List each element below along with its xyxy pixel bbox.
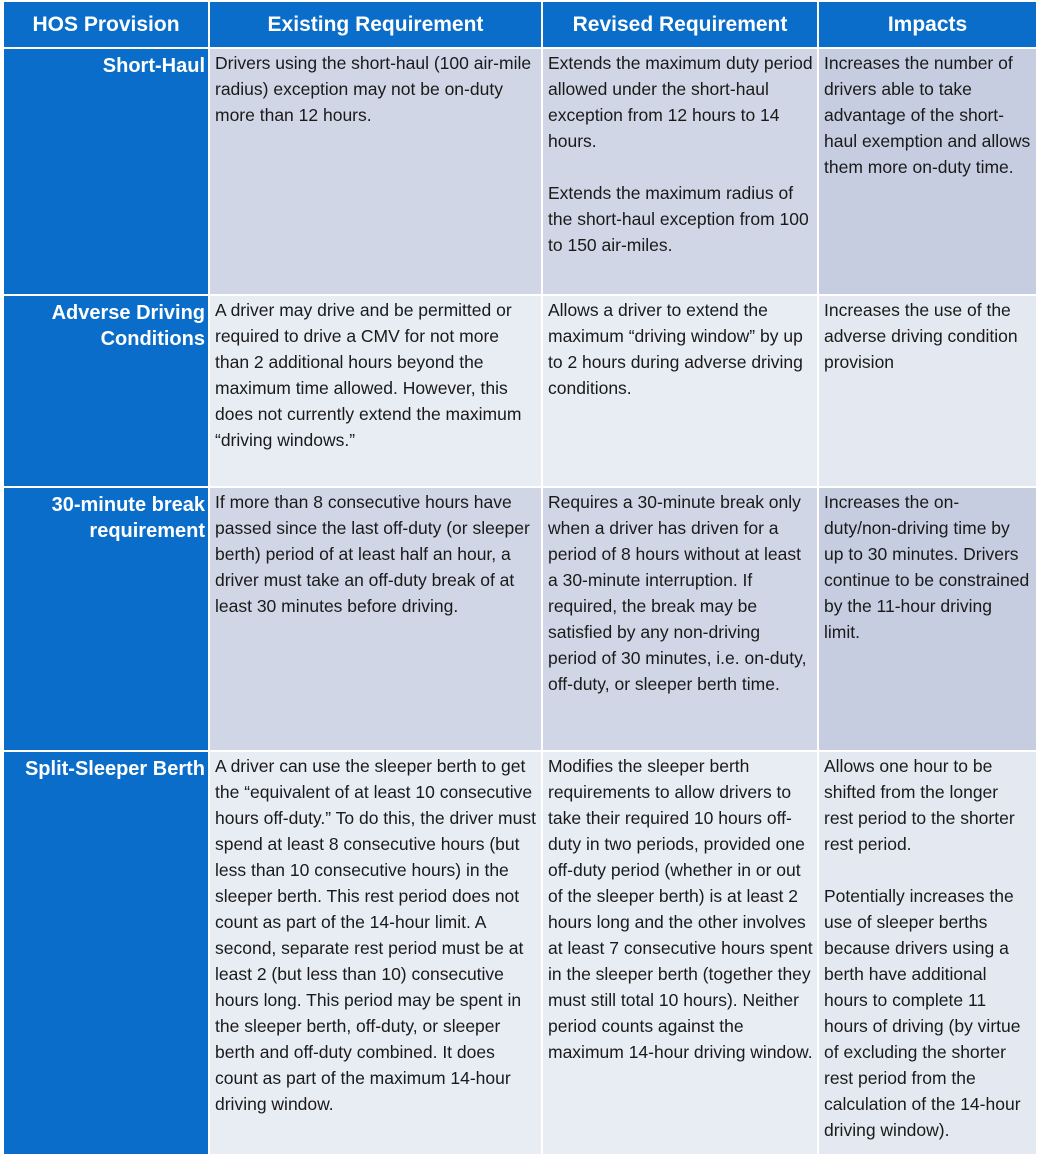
cell-text: Increases the use of the adverse driving condition provision xyxy=(824,300,1018,372)
revised-cell xyxy=(542,487,818,751)
cell-text: Requires a 30-minute break only when a driver has driven for a period of 8 hours without at least a 30-minute interruption. If required, the break may be satisfied by any non-driving period of 30 minutes, i.e. on-duty, off-duty, or sleeper berth time. xyxy=(548,492,807,694)
cell-text: Drivers using the short-haul (100 air-mile radius) exception may not be on-duty more than 12 hours. xyxy=(215,53,532,125)
provision-cell: Short-Haul xyxy=(3,48,209,295)
existing-cell xyxy=(209,295,542,487)
header-impacts: Impacts xyxy=(818,1,1037,48)
cell-text: Allows one hour to be shifted from the longer rest period to the shorter rest period. xyxy=(824,756,1015,854)
impacts-cell xyxy=(818,487,1037,751)
impacts-cell xyxy=(818,751,1037,1155)
provision-cell: Adverse Driving Conditions xyxy=(3,295,209,487)
impacts-cell xyxy=(818,48,1037,295)
existing-cell xyxy=(209,751,542,1155)
hos-provisions-table xyxy=(2,0,1038,1156)
cell-text: Allows a driver to extend the maximum “driving window” by up to 2 hours during adverse driving conditions. xyxy=(548,300,803,398)
provision-cell: Split-Sleeper Berth xyxy=(3,751,209,1155)
impacts-cell xyxy=(818,295,1037,487)
existing-cell xyxy=(209,487,542,751)
cell-text: Modifies the sleeper berth requirements to allow drivers to take their required 10 hours off-duty in two periods, provided one off-duty period (whether in or out of the sleeper berth) is at least 2 hours long and the other involves at least 7 consecutive hours spent in the sleeper berth (together they must still total 10 hours). Neither period counts against the maximum 14-hour driving window. xyxy=(548,756,813,1062)
cell-text: A driver can use the sleeper berth to get the “equivalent of at least 10 consecutive hours off-duty.” To do this, the driver must spend at least 8 consecutive hours (but less than 10 consecutive hours) in the sleeper berth. This rest period does not count as part of the 14-hour limit. A second, separate rest period must be at least 2 (but less than 10) consecutive hours long. This period may be spent in the sleeper berth, off-duty, or sleeper berth and off-duty combined. It does count as part of the maximum 14-hour driving window. xyxy=(215,756,536,1114)
header-provision: HOS Provision xyxy=(3,1,209,48)
revised-cell xyxy=(542,751,818,1155)
cell-text: Extends the maximum radius of the short-haul exception from 100 to 150 air-miles. xyxy=(548,183,809,255)
cell-text: Potentially increases the use of sleeper berths because drivers using a berth have additional hours to complete 11 hours of driving (by virtue of excluding the shorter rest period from the calculation of the 14-hour driving window). xyxy=(824,886,1021,1140)
cell-text: Increases the on-duty/non-driving time by up to 30 minutes. Drivers continue to be constrained by the 11-hour driving limit. xyxy=(824,492,1030,642)
existing-cell xyxy=(209,48,542,295)
table-row xyxy=(3,48,1037,295)
header-existing: Existing Requirement xyxy=(209,1,542,48)
table-row xyxy=(3,487,1037,751)
revised-cell xyxy=(542,48,818,295)
table-row xyxy=(3,295,1037,487)
cell-text: If more than 8 consecutive hours have passed since the last off-duty (or sleeper berth) period of at least half an hour, a driver must take an off-duty break of at least 30 minutes before driving. xyxy=(215,492,530,616)
header-row xyxy=(3,1,1037,48)
cell-text: Extends the maximum duty period allowed under the short-haul exception from 12 hours to 14 hours. xyxy=(548,53,813,151)
cell-text: A driver may drive and be permitted or required to drive a CMV for not more than 2 additional hours beyond the maximum time allowed. However, this does not currently extend the maximum “driving windows.” xyxy=(215,300,522,450)
revised-cell xyxy=(542,295,818,487)
header-revised: Revised Requirement xyxy=(542,1,818,48)
table-row xyxy=(3,751,1037,1155)
cell-text: Increases the number of drivers able to take advantage of the short-haul exemption and allows them more on-duty time. xyxy=(824,53,1031,177)
provision-cell: 30-minute break requirement xyxy=(3,487,209,751)
